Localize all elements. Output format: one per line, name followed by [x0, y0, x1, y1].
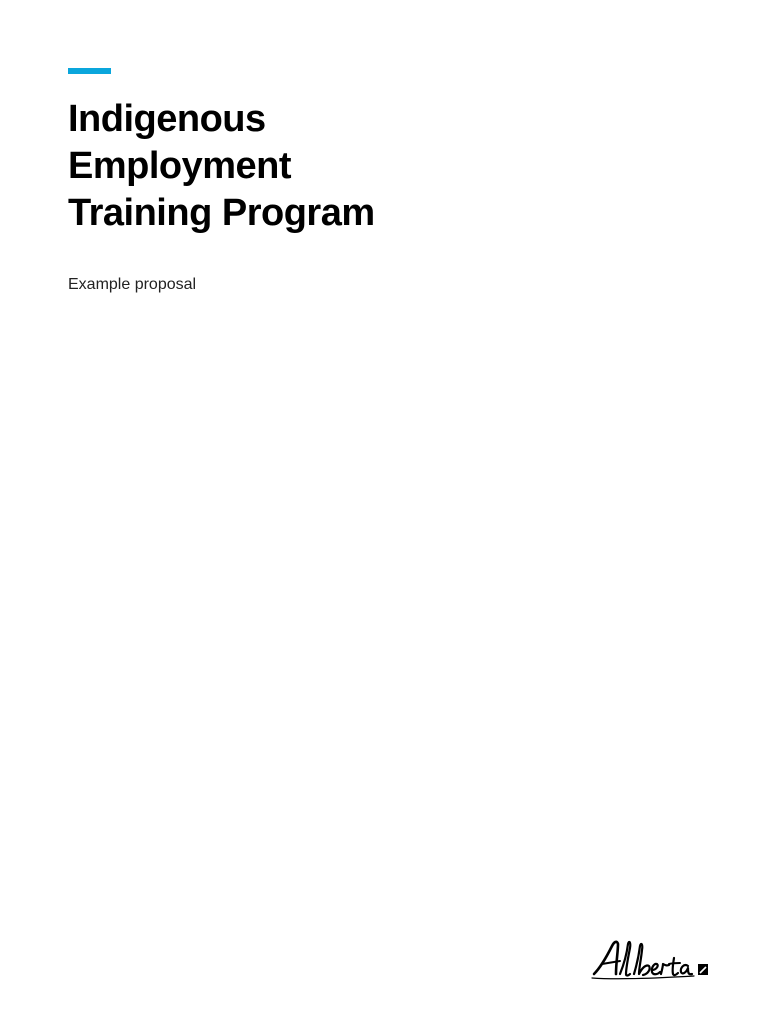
title-line-2: Employment	[68, 145, 292, 187]
page-title	[68, 96, 375, 237]
page-subtitle: Example proposal	[68, 276, 197, 293]
title-line-3: Training Program	[68, 192, 375, 234]
accent-bar	[68, 68, 111, 74]
title-line-1: Indigenous	[68, 98, 266, 140]
alberta-logo	[590, 930, 720, 986]
